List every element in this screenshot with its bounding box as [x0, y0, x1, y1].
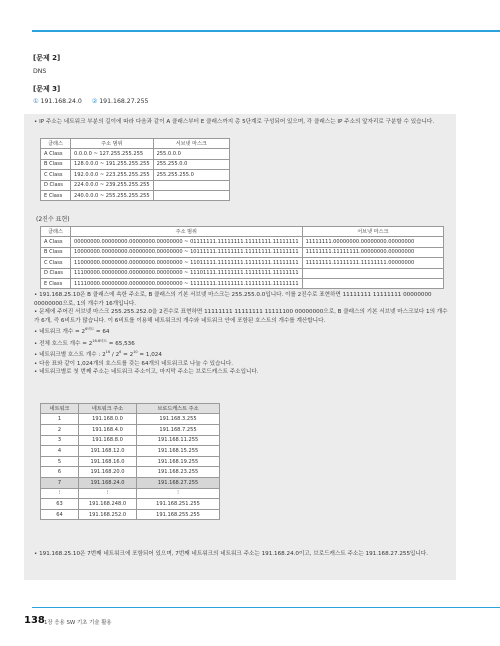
table-cell: ⁝ [79, 488, 137, 499]
table-cell: 191.168.24.0 [79, 477, 137, 488]
table-cell: 4 [41, 446, 79, 457]
table-cell: 191.168.15.255 [137, 446, 220, 457]
table-cell: 11100000.00000000.00000000.00000000 ~ 11101111.11111111.11111111.11111111 [71, 268, 303, 278]
table-cell: 6 [41, 467, 79, 478]
answer2: 191.168.27.255 [99, 98, 149, 105]
table-cell [153, 180, 229, 190]
table-cell: 191.168.251.255 [137, 499, 220, 510]
table-cell: 255.255.255.0 [153, 170, 229, 180]
table-cell: 128.0.0.0 ~ 191.255.255.255 [71, 159, 154, 169]
table-cell: 11111111.11111111.00000000.00000000 [302, 247, 443, 257]
table-cell: E Class [41, 190, 71, 200]
table-cell: ⁝ [137, 488, 220, 499]
table-cell: 191.168.0.0 [79, 414, 137, 425]
table-cell: 191.168.252.0 [79, 509, 137, 520]
answer2-marker: ② [91, 98, 98, 105]
table-cell: 0.0.0.0 ~ 127.255.255.255 [71, 149, 154, 159]
bullet-item: • 문제에 주어진 서브넷 마스크 255.255.252.0을 2진수로 표현하면 11111111 11111111 11111100 00000000으로, B 클래스의 기본 서브넷 마스크보다 1의 개수가 6개, 즉 6비트가 많습니다. 이 6비트를 이용해 네트워크의 개수와 네트워크 안에 포함된 호스트의 개수를 계산합니다. [34, 309, 448, 324]
table-cell: 11111111.00000000.00000000.00000000 [302, 237, 443, 247]
table-cell: 191.168.23.255 [137, 467, 220, 478]
table-cell: 2 [41, 424, 79, 435]
table-row [41, 278, 444, 288]
table-cell: 192.0.0.0 ~ 223.255.255.255 [71, 170, 154, 180]
table-row [41, 170, 230, 180]
table-cell: 224.0.0.0 ~ 239.255.255.255 [71, 180, 154, 190]
chapter-title: 1장 응용 SW 기초 기술 활용 [44, 620, 112, 626]
bullet-item: • 전체 호스트 개수 = $2^{16-6비트} = 65,536$ [34, 338, 135, 347]
table-cell: B Class [41, 247, 71, 257]
table-cell: D Class [41, 180, 71, 190]
q3-title: [문제 3] [33, 85, 61, 93]
table-cell [302, 268, 443, 278]
table-cell: 63 [41, 499, 79, 510]
table-row [41, 435, 220, 446]
table-cell: 11000000.00000000.00000000.00000000 ~ 11011111.11111111.11111111.11111111 [71, 258, 303, 268]
table-cell: 5 [41, 456, 79, 467]
bullet-item: • 네트워크별로 첫 번째 주소는 네트워크 주소이고, 마지막 주소는 브로드캐스트 주소입니다. [34, 369, 259, 376]
table-cell: 191.168.3.255 [137, 414, 220, 425]
table-cell: 191.168.12.0 [79, 446, 137, 457]
table-row [41, 488, 220, 499]
table-cell: 00000000.00000000.00000000.00000000 ~ 01111111.11111111.11111111.11111111 [71, 237, 303, 247]
table-cell: 11110000.00000000.00000000.00000000 ~ 11111111.11111111.11111111.11111111 [71, 278, 303, 288]
t2-header: 클래스 [41, 227, 71, 237]
t3-header: 브로드캐스트 주소 [137, 404, 220, 414]
table-row [41, 180, 230, 190]
table-row [41, 477, 220, 488]
bullet-item: • 네트워크 개수 = $2^{6비트} = 64$ [34, 327, 110, 336]
table-cell: 191.168.20.0 [79, 467, 137, 478]
table-cell: B Class [41, 159, 71, 169]
bullet-item: • 네트워크별 호스트 개수 : $2^{16} / 2^6 = 2^{10} = 1,024$ [34, 350, 162, 359]
table-cell: 191.168.7.255 [137, 424, 220, 435]
table-cell: A Class [41, 237, 71, 247]
table-cell: 240.0.0.0 ~ 255.255.255.255 [71, 190, 154, 200]
table-cell: 191.168.16.0 [79, 456, 137, 467]
table-cell: ⁝ [41, 488, 79, 499]
table-cell: C Class [41, 170, 71, 180]
table-row [41, 414, 220, 425]
table-cell: 1 [41, 414, 79, 425]
table-cell: D Class [41, 268, 71, 278]
table-row [41, 467, 220, 478]
t3-header: 네트워크 주소 [79, 404, 137, 414]
t1-header: 주소 범위 [71, 139, 154, 149]
t1-header: 서브넷 마스크 [153, 139, 229, 149]
top-rule [32, 30, 500, 32]
table-row [41, 499, 220, 510]
table-row [41, 159, 230, 169]
bullet-list [34, 291, 450, 377]
table-row [41, 446, 220, 457]
table-cell: C Class [41, 258, 71, 268]
q3-answers [33, 98, 148, 105]
page-number: 138 [24, 615, 45, 626]
t2-header: 서브넷 마스크 [302, 227, 443, 237]
table-cell: 64 [41, 509, 79, 520]
table-cell: 191.168.27.255 [137, 477, 220, 488]
q2-title: [문제 2] [33, 54, 61, 62]
binary-class-table [40, 226, 444, 289]
table-row [41, 424, 220, 435]
table-cell: 7 [41, 477, 79, 488]
table-cell: 191.168.4.0 [79, 424, 137, 435]
table-cell: 191.168.11.255 [137, 435, 220, 446]
table-cell: 255.0.0.0 [153, 149, 229, 159]
q2-answer: DNS [33, 68, 47, 75]
table-cell: A Class [41, 149, 71, 159]
table-cell: 255.255.0.0 [153, 159, 229, 169]
bullet-item: • 191.168.25.10은 B 클래스에 속한 주소로, B 클래스의 기본 서브넷 마스크는 255.255.0.0입니다. 이를 2진수로 표현하면 11111111 11111111 00000000 00000000으로, 1의 개수가 16개입니다. [34, 292, 432, 307]
table-cell: 191.168.248.0 [79, 499, 137, 510]
table-cell: 191.168.19.255 [137, 456, 220, 467]
binary-label: (2진수 표현) [36, 216, 70, 223]
table-cell: 191.168.8.0 [79, 435, 137, 446]
table-row [41, 509, 220, 520]
table-cell: 191.168.255.255 [137, 509, 220, 520]
table-cell [302, 278, 443, 288]
final-bullet: • 191.168.25.10은 7번째 네트워크에 포함되어 있으며, 7번째 네트워크의 네트워크 주소는 191.168.24.0이고, 브로드캐스트 주소는 191.168.27.255입니다. [34, 551, 428, 557]
table-cell: 3 [41, 435, 79, 446]
table-row [41, 190, 230, 200]
t2-header: 주소 범위 [71, 227, 303, 237]
table-row [41, 247, 444, 257]
bullet-item: • 다음 표와 같이 1,024개의 호스트를 갖는 64개의 네트워크로 나눌 수 있습니다. [34, 360, 234, 367]
table-row [41, 456, 220, 467]
table-cell: E Class [41, 278, 71, 288]
table-cell: 11111111.11111111.11111111.00000000 [302, 258, 443, 268]
table-row [41, 268, 444, 278]
bottom-rule [32, 607, 500, 608]
table-row [41, 149, 230, 159]
table-cell: 10000000.00000000.00000000.00000000 ~ 10111111.11111111.11111111.11111111 [71, 247, 303, 257]
t3-header: 네트워크 [41, 404, 79, 414]
answer1-marker: ① [33, 98, 39, 105]
t1-header: 클래스 [41, 139, 71, 149]
class-range-table [40, 138, 230, 201]
table-row [41, 258, 444, 268]
network-address-table [40, 403, 220, 520]
bullet-ip-classes: • IP 주소는 네트워크 부분의 길이에 따라 다음과 같이 A 클래스부터 E 클래스까지 총 5단계로 구성되어 있으며, 각 클래스는 IP 주소의 앞자리로 구분할 수 있습니다. [34, 119, 435, 125]
answer1: 191.168.24.0 [40, 98, 82, 105]
table-row [41, 237, 444, 247]
table-cell [153, 190, 229, 200]
